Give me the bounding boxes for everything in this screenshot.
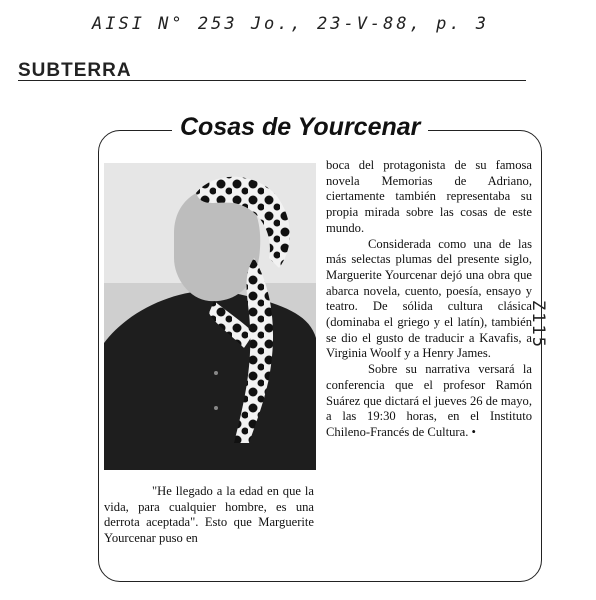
paragraph: boca del protagonista de su famosa novela Memorias de Adriano, ciertamente también representaba su propia mirada sobre las cosas de este mundo. xyxy=(326,158,532,235)
article-text-right xyxy=(326,158,532,441)
article-headline: Cosas de Yourcenar xyxy=(172,113,428,142)
section-title: SUBTERRA xyxy=(18,60,132,81)
portrait-photo xyxy=(104,163,316,470)
section-rule xyxy=(18,80,526,81)
handwritten-side-note: Z115 xyxy=(528,300,548,349)
article-text-left: "He llegado a la edad en que la vida, para cualquier hombre, es una derrota aceptada". Esto que Marguerite Yourcenar puso en xyxy=(104,484,314,546)
paragraph: Sobre su narrativa versará la conferencia que el profesor Ramón Suárez que dictará el jueves 26 de mayo, a las 19:30 horas, en el Instituto Chileno-Francés de Cultura. • xyxy=(326,362,532,439)
handwritten-header-note: AISI N° 253 Jo., 23-V-88, p. 3 xyxy=(92,14,490,34)
paragraph: Considerada como una de las más selectas plumas del presente siglo, Marguerite Yourcenar dejó una obra que abarca novela, cuento, poesía, ensayo y teatro. De sólida cultura clásica (dominaba el griego y el latín), también se dio el gusto de traducir a Kavafis, a Virginia Woolf y a Henry James. xyxy=(326,236,532,361)
